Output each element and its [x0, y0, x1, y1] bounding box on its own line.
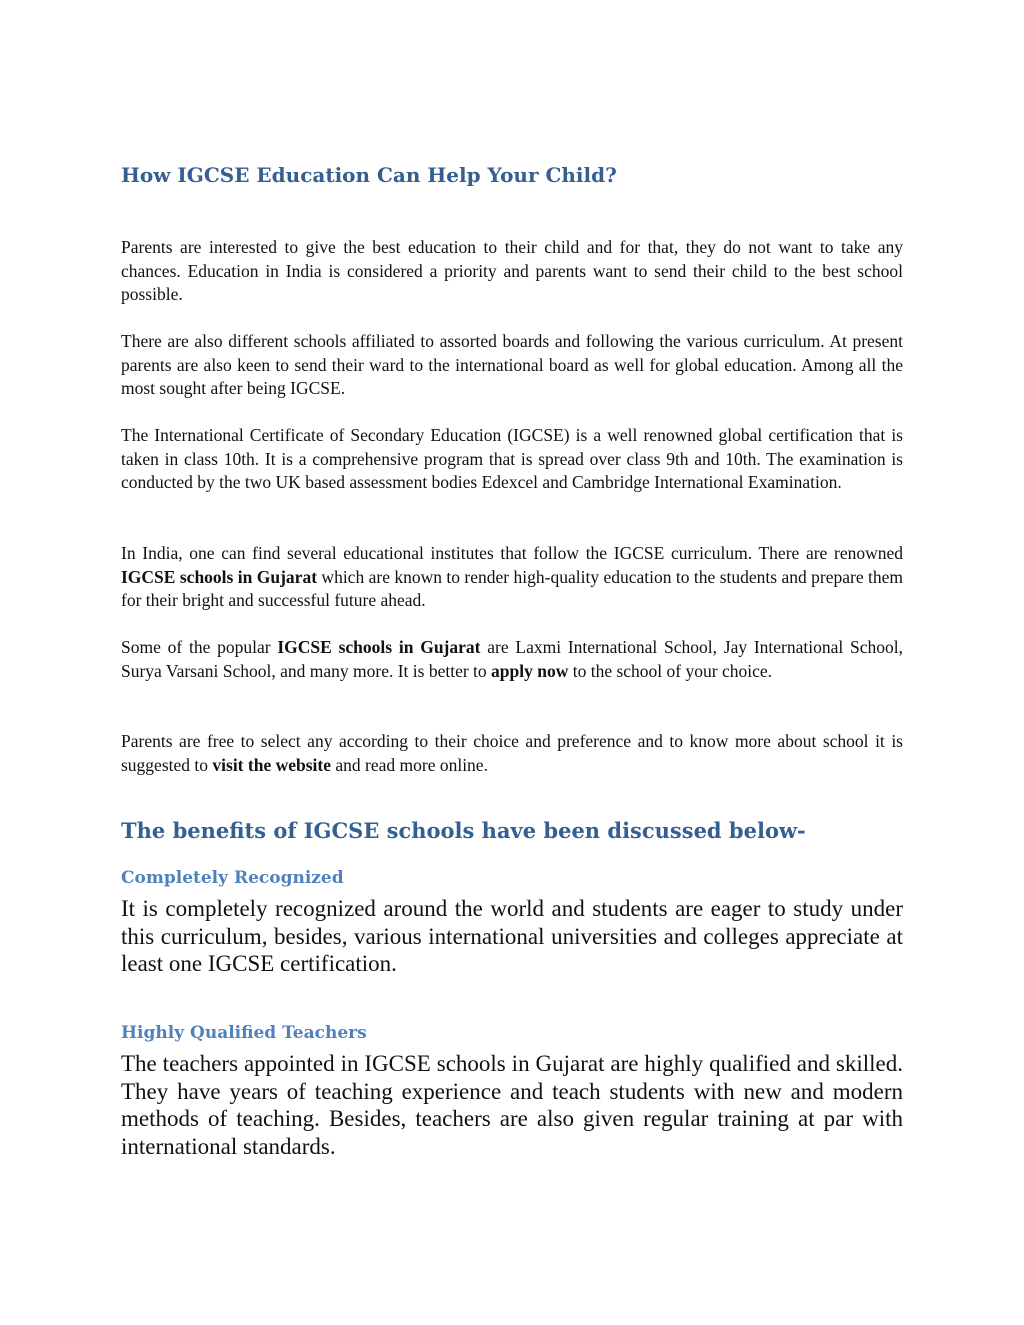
apply-now-link[interactable]: apply now — [491, 660, 569, 681]
text-run: Parents are free to select any according to their choice and preference and to know more about school it is suggested to — [121, 731, 903, 775]
text-run: and read more online. — [331, 754, 488, 775]
text-run: to the school of your choice. — [568, 660, 772, 681]
text-run: which are known to render high-quality education to the students and prepare them for their bright and successful future ahead. — [121, 566, 903, 611]
benefit-heading-recognized: Completely Recognized — [121, 868, 344, 888]
page-title: How IGCSE Education Can Help Your Child? — [121, 163, 617, 187]
benefits-heading: The benefits of IGCSE schools have been discussed below- — [121, 818, 806, 843]
paragraph-intro-1: Parents are interested to give the best education to their child and for that, they do not want to take any chances. Education in India is considered a priority and parents want to send their child to the best school possible. — [121, 237, 903, 305]
visit-website-link[interactable]: visit the website — [212, 754, 331, 775]
text-run: Some of the popular — [121, 637, 278, 657]
text-run: In India, one can find several educational institutes that follow the IGCSE curriculum. There are renowned — [121, 543, 903, 563]
paragraph-intro-3: The International Certificate of Secondary Education (IGCSE) is a well renowned global certification that is taken in class 10th. It is a comprehensive program that is spread over class 9th and 10th. The examination is conducted by the two UK based assessment bodies Edexcel and Cambridge International Examination. — [121, 425, 903, 493]
paragraph-intro-5 — [121, 636, 903, 683]
benefit-text-recognized: It is completely recognized around the world and students are eager to study under this curriculum, besides, various international universities and colleges appreciate at least one IGCSE certification. — [121, 896, 903, 976]
benefit-heading-teachers: Highly Qualified Teachers — [121, 1023, 367, 1043]
bold-keyword: IGCSE schools in Gujarat — [277, 637, 481, 657]
paragraph-intro-2: There are also different schools affiliated to assorted boards and following the various curriculum. At present parents are also keen to send their ward to the international board as well for global education. Among all the most sought after being IGCSE. — [121, 331, 903, 399]
paragraph-intro-6 — [121, 730, 903, 777]
text-run: are Laxmi International School, Jay International School, Surya Varsani School, and many more. It is better to — [121, 637, 904, 681]
paragraph-intro-4 — [121, 542, 903, 613]
bold-keyword: IGCSE schools in Gujarat — [121, 566, 318, 587]
benefit-text-teachers: The teachers appointed in IGCSE schools in Gujarat are highly qualified and skilled. They have years of teaching experience and teach students with new and modern methods of teaching. Besides, teachers are also given regular training at par with international standards. — [121, 1051, 903, 1159]
